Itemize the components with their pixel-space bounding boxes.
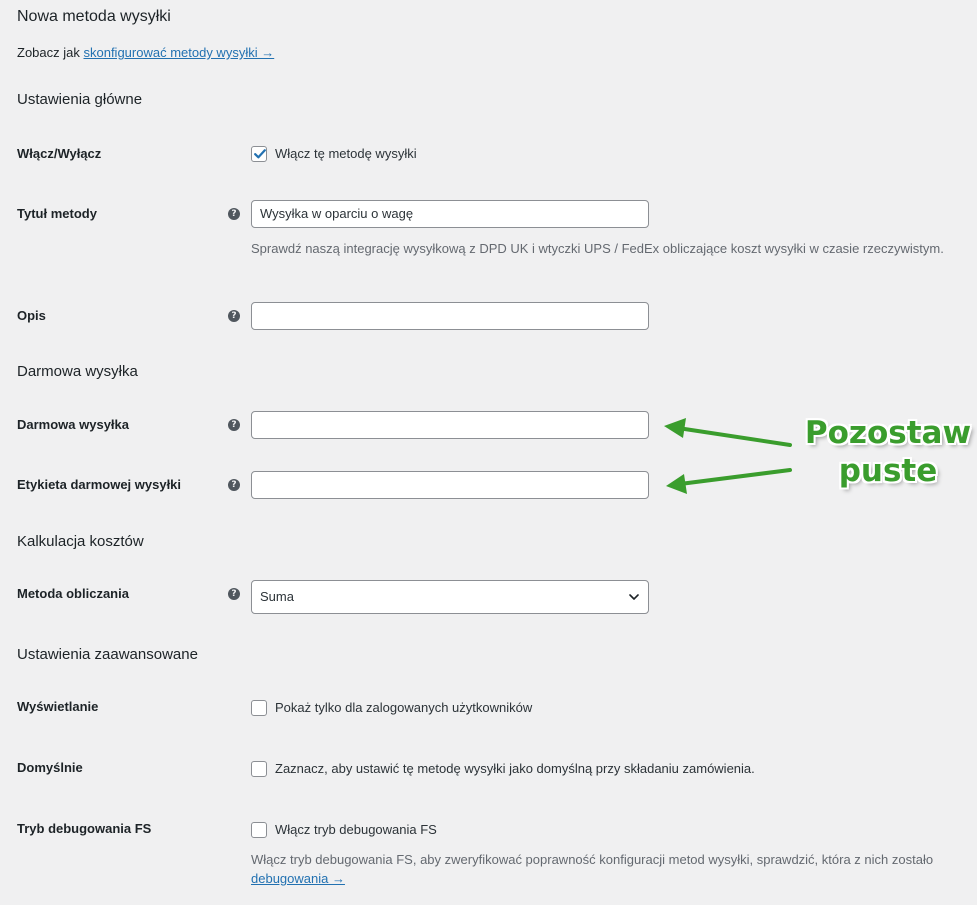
page-title: Nowa metoda wysyłki [17, 8, 171, 25]
free-shipping-input[interactable] [251, 411, 649, 439]
section-calc-heading: Kalkulacja kosztów [17, 533, 144, 550]
display-checkbox[interactable] [251, 700, 267, 716]
calc-method-selected: Suma [260, 589, 294, 604]
free-label-input[interactable] [251, 471, 649, 499]
display-label: Wyświetlanie [17, 699, 99, 714]
calc-method-label: Metoda obliczania [17, 586, 129, 601]
default-checkbox-label: Zaznacz, aby ustawić tę metodę wysyłki jako domyślną przy składaniu zamówienia. [275, 761, 755, 776]
chevron-down-icon [628, 591, 640, 603]
arrow-to-free-label-icon [666, 470, 790, 494]
title-label: Tytuł metody [17, 206, 97, 221]
debug-label: Tryb debugowania FS [17, 821, 152, 836]
subtitle-prefix: Zobacz jak [17, 45, 84, 60]
title-input[interactable]: Wysyłka w oparciu o wagę [251, 200, 649, 228]
description-label: Opis [17, 308, 46, 323]
section-advanced-heading: Ustawienia zaawansowane [17, 646, 198, 663]
title-help-icon[interactable]: ? [228, 208, 240, 220]
page-subtitle [17, 45, 274, 60]
enable-checkbox[interactable] [251, 146, 267, 162]
free-label-help-icon[interactable]: ? [228, 479, 240, 491]
debug-checkbox-label: Włącz tryb debugowania FS [275, 822, 437, 837]
enable-checkbox-label: Włącz tę metodę wysyłki [275, 146, 417, 161]
description-help-icon[interactable]: ? [228, 310, 240, 322]
arrow-to-free-shipping-icon [664, 418, 790, 445]
annotation-line-2: puste [838, 453, 938, 489]
description-input[interactable] [251, 302, 649, 330]
section-main-heading: Ustawienia główne [17, 91, 143, 108]
display-checkbox-label: Pokaż tylko dla zalogowanych użytkowników [275, 700, 533, 715]
calc-method-select[interactable] [251, 580, 649, 614]
check-icon [252, 146, 268, 162]
debug-description: Włącz tryb debugowania FS, aby zweryfikować poprawność konfiguracji metod wysyłki, sprawdzić, która z nich zostało [251, 852, 934, 867]
enable-label: Włącz/Wyłącz [17, 146, 102, 161]
section-free-heading: Darmowa wysyłka [17, 363, 138, 380]
debug-checkbox[interactable] [251, 822, 267, 838]
annotation-text [798, 414, 977, 490]
free-shipping-help-icon[interactable]: ? [228, 419, 240, 431]
default-label: Domyślnie [17, 760, 83, 775]
annotation-arrows [650, 400, 810, 510]
debug-description-link-line [251, 871, 345, 886]
debug-docs-link[interactable]: debugowania → [251, 871, 345, 886]
free-label-label: Etykieta darmowej wysyłki [17, 477, 182, 492]
annotation-line-1: Pozostaw [804, 415, 972, 451]
configure-methods-link[interactable]: skonfigurować metody wysyłki → [83, 45, 275, 60]
title-description: Sprawdź naszą integrację wysyłkową z DPD UK i wtyczki UPS / FedEx obliczające koszt wysyłki w czasie rzeczywistym. [251, 241, 944, 256]
calc-method-help-icon[interactable]: ? [228, 588, 240, 600]
free-shipping-label: Darmowa wysyłka [17, 417, 130, 432]
default-checkbox[interactable] [251, 761, 267, 777]
